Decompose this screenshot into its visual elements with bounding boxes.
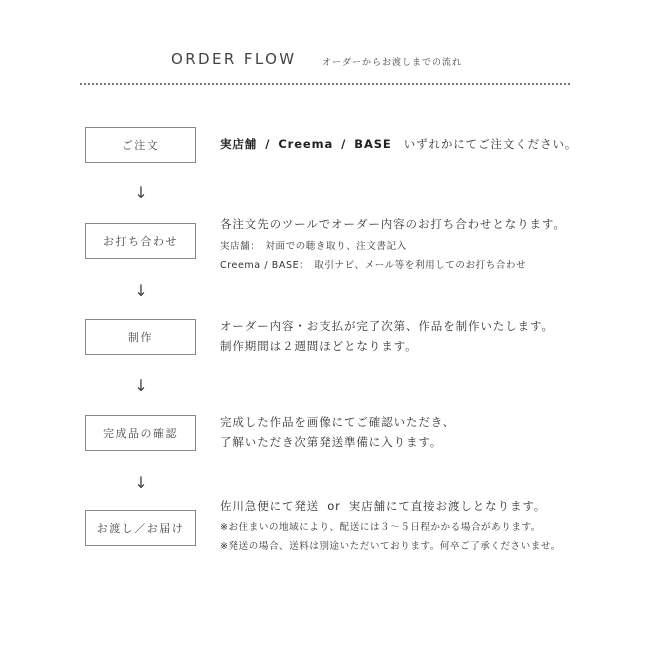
delivery-note1: ※お住まいの地域により、配送には３～５日程かかる場合があります。: [220, 522, 541, 533]
production-line2: 制作期間は２週間ほどとなります。: [220, 339, 418, 353]
delivery-main-a: 佐川急便にて発送: [220, 499, 320, 513]
shop-creema: Creema: [278, 137, 334, 151]
step-box-meeting: お打ち合わせ: [85, 223, 196, 259]
arrow-down-icon: ↓: [134, 182, 148, 202]
step-desc-meeting: [220, 214, 620, 275]
meeting-sub2-label: Creema / BASE：: [220, 260, 310, 271]
step-desc-production: [220, 316, 620, 356]
meeting-sub1-text: 対面での聴き取り、注文書記入: [265, 241, 407, 252]
step-box-production: 制作: [85, 319, 196, 355]
shop-physical: 実店舗: [220, 137, 258, 151]
meeting-main: 各注文先のツールでオーダー内容のお打ち合わせとなります。: [220, 217, 566, 231]
delivery-or: or: [327, 499, 341, 513]
arrow-down-icon: ↓: [134, 375, 148, 395]
arrow-down-icon: ↓: [134, 280, 148, 300]
step-desc-order: 実店舗 / Creema / BASE いずれかにてご注文ください。: [220, 137, 578, 151]
step-box-order: ご注文: [85, 127, 196, 163]
confirm-line1: 完成した作品を画像にてご確認いただき、: [220, 415, 456, 429]
order-text: いずれかにてご注文ください。: [403, 137, 578, 151]
delivery-note2: ※発送の場合、送料は別途いただいております。何卒ご了承くださいませ。: [220, 541, 561, 552]
production-line1: オーダー内容・お支払が完了次第、作品を制作いたします。: [220, 319, 554, 333]
page-title: ORDER FLOW: [171, 50, 297, 68]
arrow-down-icon: ↓: [134, 472, 148, 492]
header: [0, 50, 650, 74]
step-box-delivery: お渡し／お届け: [85, 510, 196, 546]
step-desc-confirm: [220, 412, 620, 452]
meeting-sub2-text: 取引ナビ、メール等を利用してのお打ち合わせ: [314, 260, 527, 271]
step-desc-delivery: [220, 496, 620, 556]
dotted-divider: [80, 83, 570, 85]
step-box-confirm: 完成品の確認: [85, 415, 196, 451]
meeting-sub1-label: 実店舗：: [220, 241, 261, 252]
confirm-line2: 了解いただき次第発送準備に入ります。: [220, 435, 443, 449]
delivery-main-b: 実店舗にて直接お渡しとなります。: [348, 499, 547, 513]
shop-base: BASE: [354, 137, 392, 151]
page-subtitle: オーダーからお渡しまでの流れ: [322, 58, 463, 68]
